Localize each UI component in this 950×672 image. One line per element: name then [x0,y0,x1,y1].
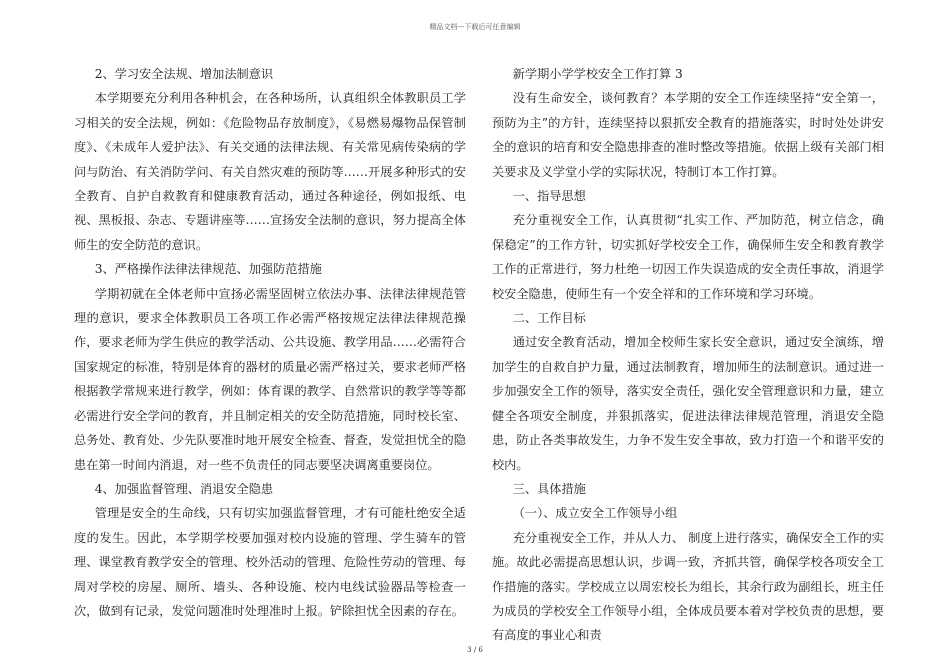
section-heading: 二、工作目标 [512,311,586,326]
paragraph: 充分重视安全工作，并从人力、 制度上进行落实，确保安全工作的实施。故此必需提高思想认识，步调一致，齐抓共管，确保学校各项安全工作措施的落实。学校成立以周宏校长为组长，其余行政为副组长，班主任为成员的学校安全工作领导小组，全体成员要本着对学校负责的思想，要有高度的事业心和责 [492,530,884,643]
left-column [74,62,466,623]
section-heading: 一、指导思想 [512,189,586,204]
section-heading: 三、具体措施 [512,481,586,496]
subsection-heading: （一）、成立安全工作领导小组 [512,506,678,521]
page-header: 精品文档---下载后可任意编辑 [429,23,521,31]
section-heading: 4、加强监督管理、消退安全隐患 [94,481,274,496]
paragraph: 充分重视安全工作，认真贯彻“扎实工作、严加防范，树立信念，确保稳定”的工作方针，切实抓好学校安全工作，确保师生安全和教育教学工作的正常进行，努力杜绝一切因工作失误造成的安全责任事故，消退学校安全隐患，使师生有一个安全祥和的工作环境和学习环境。 [492,213,884,301]
paragraph: 本学期要充分利用各种机会，在各种场所，认真组织全体教职员工学习相关的安全法规，例如：《危险物品存放制度》，《易燃易爆物品保管制度》、《未成年人爱护法》、有关交通的法律法规、有关常见病传染病的学问与防治、有关消防学问、有关自然灾难的预防等……开展多种形式的安全教育、自护自救教育和健康教育活动，通过各种途径，例如报纸、电视、黑板报、杂志、专题讲座等……宣扬安全法制的意识，努力提高全体师生的安全防范的意识。 [74,91,466,252]
paragraph: 学期初就在全体老师中宣扬必需坚固树立依法办事、法律法律规范管理的意识，要求全体教职员工各项工作必需严格按规定法律法律规范操作，要求老师为学生供应的教学活动、公共设施、教学用品……必需符合国家规定的标准，特别是体育的器材的质量必需严格过关，要求老师严格根据教学常规来进行教学，例如：体育课的教学、自然常识的教学等等都必需进行安全学问的教育，并且制定相关的安全防范措施，同时校长室、总务处、教育处、少先队要准时地开展安全检查、督查，发觉担忧全的隐患在第一时间内消退，对一些不负责任的同志要坚决调离重要岗位。 [74,286,466,472]
paragraph: 没有生命安全，谈何教育？本学期的安全工作连续坚持“安全第一，预防为主”的方针，连续坚持以狠抓安全教育的措施落实，时时处处讲安全的意识的培育和安全隐患排查的准时整改等措施。依据上级有关部门相关要求及义学堂小学的实际状况，特制订本工作打算。 [492,91,884,179]
section-heading: 3、严格操作法律法律规范、加强防范措施 [94,262,322,277]
section-heading: 2、学习安全法规、增加法制意识 [94,67,274,81]
right-column [492,62,884,648]
page-number: 3 / 6 [467,646,483,654]
paragraph: 管理是安全的生命线，只有切实加强监督管理，才有可能杜绝安全适度的发生。因此，本学期学校要加强对校内设施的管理、学生骑车的管理、课堂教育教学安全的管理、校外活动的管理、危险性劳动的管理、每周对学校的房屋、厕所、墙头、各种设施、校内电线试验器品等检查一次，做到有记录，发觉问题准时处理准时上报。铲除担忧全因素的存在。 [74,506,466,618]
paragraph: 通过安全教育活动，增加全校师生家长安全意识，通过安全演练，增加学生的自救自护力量，通过法制教育，增加师生的法制意识。通过进一步加强安全工作的领导，落实安全责任，强化安全管理意识和力量，建立健全各项安全制度，并狠抓落实，促进法律法律规范管理，消退安全隐患，防止各类事故发生，力争不发生安全事故，致力打造一个和谐平安的校内。 [492,335,884,472]
document-title: 新学期小学学校安全工作打算 3 [512,67,683,81]
